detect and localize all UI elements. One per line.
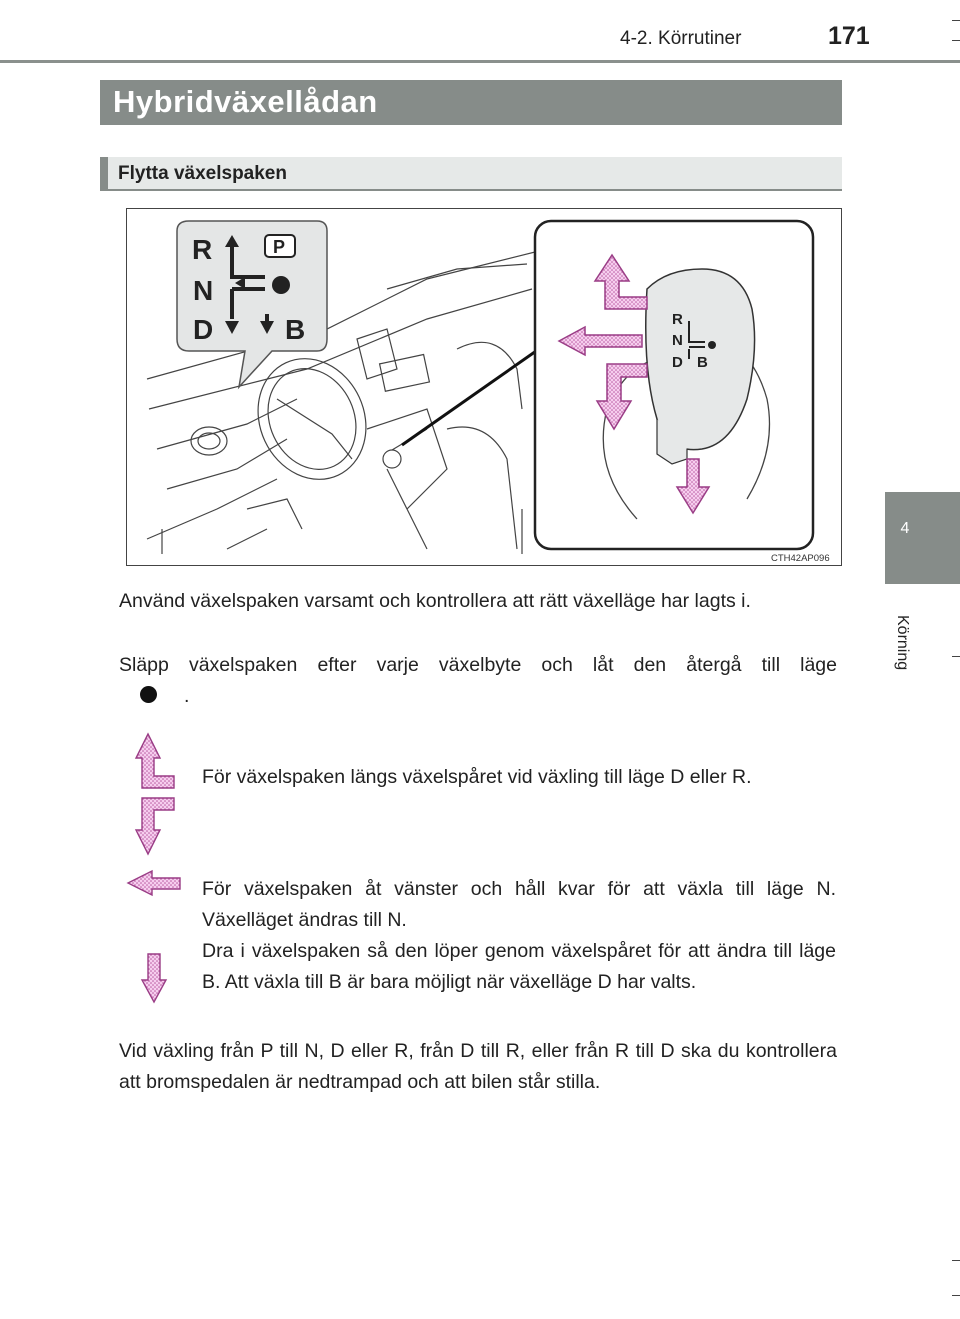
chapter-number: 4 [900,520,910,537]
section-title: 4-2. Körrutiner [620,28,742,49]
crop-mark [952,40,960,41]
paragraph-release-line: Släpp växelspaken efter varje växelbyte och låt den återgå till läge [119,654,837,676]
gear-shift-illustration [126,208,842,566]
down-arrow-icon [140,952,168,1004]
paragraph-release-end: . [184,685,190,707]
callout-line [402,349,539,445]
home-position-dot-icon [272,276,290,294]
figure-code: CTH42AP096 [771,553,830,564]
page-number: 171 [828,22,870,50]
left-arrow-icon [126,868,182,898]
chapter-label: Körning [894,615,911,671]
chapter-tab [885,492,960,584]
crop-mark [952,1260,960,1261]
instruction-text-n: För växelspaken åt vänster och håll kvar för att växla till läge N. Växelläget ändras till N. [202,878,836,931]
pattern-n: N [193,275,214,306]
instruction-text-d-r: För växelspaken längs växelspåret vid växling till läge D eller R. [202,766,752,788]
dashboard-drawing [127,209,841,565]
crop-mark [952,20,960,21]
pattern-p: P [273,237,286,257]
shift-knob-inset [535,221,813,549]
crop-mark [952,656,960,657]
main-heading: Hybridväxellådan [113,84,378,119]
crop-mark [952,1295,960,1296]
sub-heading: Flytta växelspaken [118,163,287,184]
up-down-arrows-icon [134,730,180,860]
pattern-b: B [285,314,306,345]
paragraph-usage: Använd växelspaken varsamt och kontrollera att rätt växelläge har lagts i. [119,590,751,612]
shift-pattern-bubble [177,221,327,387]
header-rule [0,60,960,63]
knob-n: N [672,332,683,349]
pattern-r: R [192,234,213,265]
knob-d: D [672,354,683,371]
knob-b: B [697,354,708,371]
knob-r: R [672,311,683,328]
home-position-dot-icon [140,686,157,703]
paragraph-brake-warning: Vid växling från P till N, D eller R, från D till R, eller från R till D ska du kontrollera att bromspedalen är nedtrampad och att bilen står stilla. [119,1040,837,1093]
instruction-text-b: Dra i växelspaken så den löper genom växelspåret för att ändra till läge B. Att växla till B är bara möjligt när växelläge D har valts. [202,940,836,993]
pattern-d: D [193,314,214,345]
